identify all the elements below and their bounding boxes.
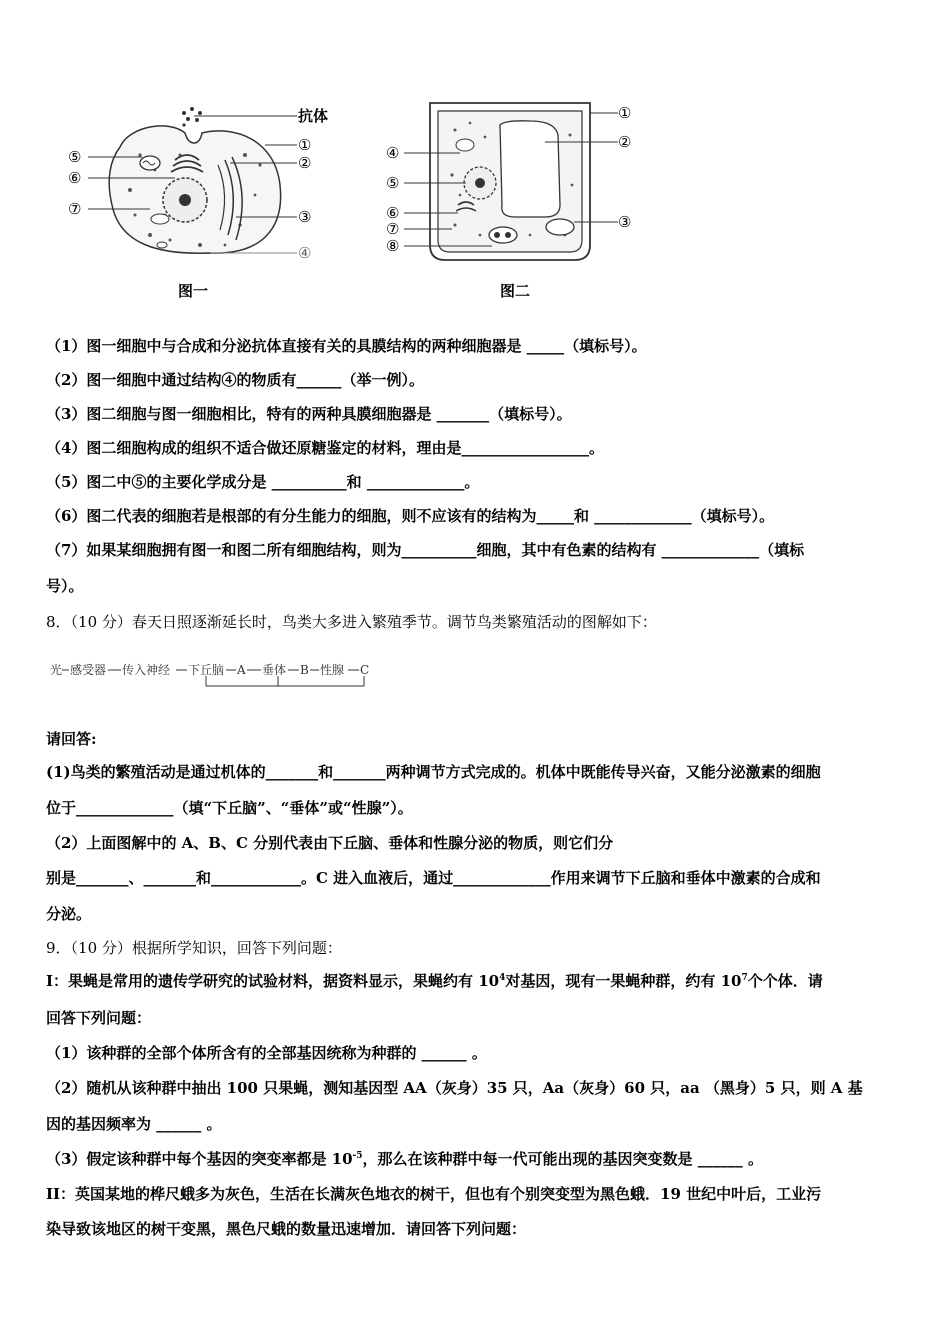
- fig1-label-1: ①: [298, 136, 312, 154]
- flow-afferent-nerve: 传入神经: [122, 663, 171, 677]
- q8-part-1-cont: 位于_____________（填“下丘脑”、“垂体”或“性腺”）。: [46, 799, 413, 817]
- q9-part-2-cont: 因的基因频率为 ______ 。: [46, 1115, 222, 1133]
- q9-section-ii-cont: 染导致该地区的树干变黑，黑色尺蛾的数量迅速增加．请回答下列问题：: [46, 1220, 527, 1238]
- q7-part-1: （1）图一细胞中与合成和分泌抗体直接有关的具膜结构的两种细胞器是 _____（填标号）。: [46, 337, 647, 355]
- fig1-label-4: ④: [298, 244, 312, 262]
- q8-heading: 8．（10 分）春天日照逐渐延长时，鸟类大多进入繁殖季节。调节鸟类繁殖活动的图解如下：: [46, 613, 657, 631]
- q7-part-5: （5）图二中⑤的主要化学成分是 __________和 _____________。: [46, 473, 480, 491]
- q7-part-6: （6）图二代表的细胞若是根部的有分生能力的细胞，则不应该有的结构为_____和 _____________（填标号）。: [46, 507, 775, 525]
- fig1-label-2: ②: [298, 154, 312, 172]
- fig1-label-5: ⑤: [68, 148, 82, 166]
- flow-receptor: 感受器: [70, 663, 107, 677]
- figure-2-plant-cell: [386, 103, 631, 300]
- figure-1-caption: 图一: [178, 282, 209, 300]
- q9-section-i: I：果蝇是常用的遗传学研究的试验材料，据资料显示，果蝇约有 $10^4$对基因，现有一果蝇种群，约有 $10^7$个个体．请: [46, 972, 823, 990]
- q7-part-4: （4）图二细胞构成的组织不适合做还原糖鉴定的材料，理由是_________________。: [46, 439, 604, 457]
- q8-part-2: （2）上面图解中的 A、B、C 分别代表由下丘脑、垂体和性腺分泌的物质，则它们分: [46, 834, 614, 852]
- q9-part-1: （1）该种群的全部个体所含有的全部基因统称为种群的 ______ 。: [46, 1044, 487, 1062]
- flow-c: C: [360, 663, 370, 677]
- q8-prompt: 请回答:: [46, 730, 97, 748]
- fig2-label-2: ②: [618, 133, 632, 151]
- q7-part-7: （7）如果某细胞拥有图一和图二所有细胞结构，则为__________细胞，其中有色素的结构有 _____________（填标: [46, 541, 805, 559]
- flow-a: A: [237, 663, 246, 677]
- q9-part-2: （2）随机从该种群中抽出 100 只果蝇，测知基因型 AA（灰身）35 只，Aa（灰身）60 只，aa （黑身）5 只，则 A 基: [46, 1079, 863, 1097]
- q7-part-7-cont: 号）。: [46, 577, 84, 595]
- regulation-flow-diagram: [48, 660, 378, 690]
- flow-gonad: 性腺: [320, 663, 345, 677]
- antibody-label: 抗体: [298, 107, 329, 125]
- fig2-label-7: ⑦: [386, 220, 400, 238]
- fig1-label-3: ③: [298, 208, 312, 226]
- flow-b: B: [300, 663, 309, 677]
- fig1-label-7: ⑦: [68, 200, 82, 218]
- flow-hypothalamus: 下丘脑: [188, 663, 225, 677]
- q7-part-3: （3）图二细胞与图一细胞相比，特有的两种具膜细胞器是 _______（填标号）。: [46, 405, 572, 423]
- q8-part-2-cont: 别是_______、_______和____________。C 进入血液后，通过_____________作用来调节下丘脑和垂体中激素的合成和: [46, 869, 821, 887]
- q8-part-2-end: 分泌。: [46, 905, 92, 923]
- q9-part-3: （3）假定该种群中每个基因的突变率都是 $10^{-5}$，那么在该种群中每一代可能出现的基因突变数是 ______ 。: [46, 1150, 763, 1168]
- fig2-label-5: ⑤: [386, 174, 400, 192]
- fig2-label-4: ④: [386, 144, 400, 162]
- fig2-label-6: ⑥: [386, 204, 400, 222]
- cell-diagrams: [60, 95, 660, 305]
- fig2-label-3: ③: [618, 213, 632, 231]
- flow-pituitary: 垂体: [262, 663, 287, 677]
- q9-section-ii: II：英国某地的桦尺蛾多为灰色，生活在长满灰色地衣的树干，但也有个别突变型为黑色蛾．19 世纪中叶后，工业污: [46, 1185, 822, 1203]
- q8-part-1: (1)鸟类的繁殖活动是通过机体的_______和_______两种调节方式完成的。机体中既能传导兴奋，又能分泌激素的细胞: [46, 763, 821, 781]
- fig2-label-8: ⑧: [386, 237, 400, 255]
- fig2-label-1: ①: [618, 104, 632, 122]
- q9-heading: 9．（10 分）根据所学知识，回答下列问题：: [46, 939, 342, 957]
- fig1-label-6: ⑥: [68, 169, 82, 187]
- flow-light: 光: [50, 663, 63, 677]
- figure-2-caption: 图二: [500, 282, 531, 300]
- q7-part-2: （2）图一细胞中通过结构④的物质有______（举一例）。: [46, 371, 424, 389]
- figure-1-animal-cell: [68, 107, 328, 300]
- q9-section-i-cont: 回答下列问题：: [46, 1009, 152, 1027]
